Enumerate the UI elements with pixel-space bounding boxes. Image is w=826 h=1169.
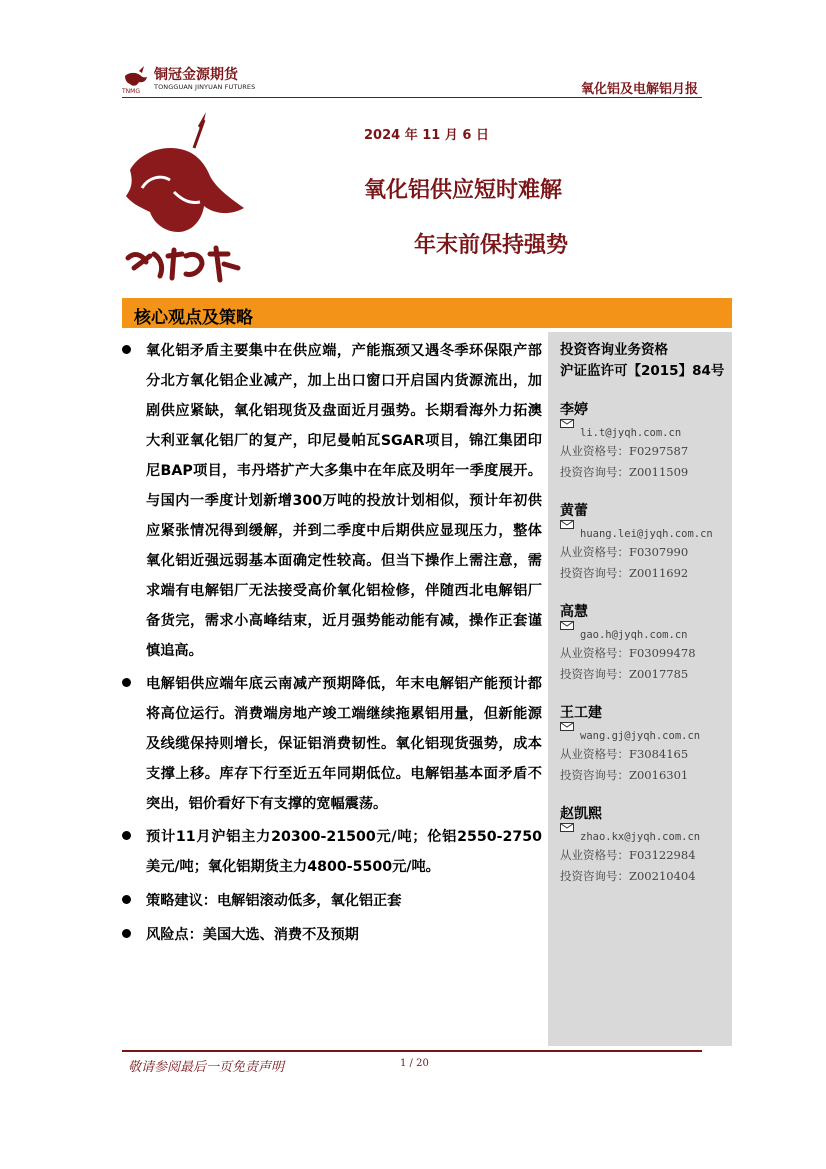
analyst-email-text: huang.lei@jyqh.com.cn: [580, 528, 713, 540]
mail-icon: [560, 520, 574, 529]
list-item: [122, 669, 542, 819]
bullet-icon: [122, 895, 131, 904]
analyst-practice-id: 从业资格号：F03122984: [560, 848, 696, 862]
analyst-consult-id: 投资咨询号：Z0011509: [560, 465, 689, 479]
bullet-text: 电解铝供应端年底云南减产预期降低，年末电解铝产能预计都将高位运行。消费端房地产竣工端继续拖累铝用量，但新能源及线缆保持则增长，保证铝消费韧性。氧化铝现货强势，成本支撑上移。库存下行至近五年同期低位。电解铝基本面矛盾不突出，铝价看好下有支撑的宽幅震荡。: [146, 676, 542, 812]
bullet-text: 预计11月沪铝主力20300-21500元/吨；伦铝2550-2750美元/吨；氧化铝期货主力4800-5500元/吨。: [146, 829, 542, 875]
analyst-consult-id: 投资咨询号：Z00210404: [560, 869, 696, 883]
bullet-icon: [122, 678, 131, 687]
analyst-email[interactable]: [560, 627, 728, 643]
analyst-card: [560, 703, 728, 786]
analyst-email[interactable]: [560, 728, 728, 744]
company-name-cn: 铜冠金源期货: [154, 67, 238, 83]
report-title-line1: 氧化铝供应短时难解: [364, 178, 563, 203]
qualification-line1: 投资咨询业务资格: [560, 342, 668, 358]
footer-disclaimer: 敬请参阅最后一页免责声明: [128, 1060, 285, 1075]
list-item: [122, 886, 542, 916]
analyst-card: [560, 602, 728, 685]
analyst-email-text: wang.gj@jyqh.com.cn: [580, 730, 701, 742]
analyst-consult-id: 投资咨询号：Z0011692: [560, 566, 689, 580]
analyst-practice-id: 从业资格号：F0297587: [560, 444, 689, 458]
analyst-name: 王工建: [560, 705, 602, 721]
list-item: [122, 822, 542, 882]
analyst-email-text: gao.h@jyqh.com.cn: [580, 629, 688, 641]
analyst-card: [560, 804, 728, 887]
core-views-list: [122, 336, 542, 950]
company-logo: [122, 64, 272, 98]
bullet-icon: [122, 831, 131, 840]
analyst-email[interactable]: [560, 829, 728, 845]
analyst-name: 高慧: [560, 604, 588, 620]
analyst-name: 赵凯熙: [560, 806, 602, 822]
analyst-practice-id: 从业资格号：F0307990: [560, 545, 689, 559]
company-abbr: TNMG: [122, 88, 140, 95]
analyst-card: [560, 400, 728, 483]
report-date: 2024 年 11 月 6 日: [364, 128, 489, 143]
bullet-text: 风险点：美国大选、消费不及预期: [146, 927, 359, 943]
analyst-consult-id: 投资咨询号：Z0016301: [560, 768, 689, 782]
list-item: [122, 920, 542, 950]
analyst-email[interactable]: [560, 526, 728, 542]
analyst-card: [560, 501, 728, 584]
report-title-line2: 年末前保持强势: [414, 233, 569, 258]
bullet-icon: [122, 929, 131, 938]
header-divider: [122, 97, 702, 98]
section-title: 核心观点及策略: [134, 308, 253, 328]
analyst-email-text: zhao.kx@jyqh.com.cn: [580, 831, 701, 843]
mail-icon: [560, 722, 574, 731]
footer-divider: [122, 1050, 702, 1052]
bullet-icon: [122, 345, 131, 354]
page-number: 1 / 20: [400, 1058, 429, 1069]
analyst-practice-id: 从业资格号：F03099478: [560, 646, 696, 660]
list-item: [122, 336, 542, 666]
mail-icon: [560, 419, 574, 428]
analyst-email[interactable]: [560, 425, 728, 441]
bullet-text: 氧化铝矛盾主要集中在供应端，产能瓶颈又遇冬季环保限产部分北方氧化铝企业减产，加上出口窗口开启国内货源流出，加剧供应紧缺，氧化铝现货及盘面近月强势。长期看海外力拓澳大利亚氧化铝厂的复产，印尼曼帕瓦SGAR项目，锦江集团印尼BAP项目，韦丹塔扩产大多集中在年底及明年一季度展开。与国内一季度计划新增300万吨的投放计划相似，预计年初供应紧张情况得到缓解，并到二季度中后期供应显现压力，整体氧化铝近强远弱基本面确定性较高。但当下操作上需注意，需求端有电解铝厂无法接受高价氧化铝检修，伴随西北电解铝厂备货完，需求小高峰结束，近月强势能动能有减，操作正套谨慎追高。: [146, 343, 542, 659]
bullet-text: 策略建议：电解铝滚动低多，氧化铝正套: [146, 893, 402, 909]
analyst-consult-id: 投资咨询号：Z0017785: [560, 667, 689, 681]
report-type: 氧化铝及电解铝月报: [580, 82, 698, 97]
qualification-line2: 沪证监许可【2015】84号: [560, 363, 725, 379]
analyst-sidebar: [548, 332, 732, 1046]
company-name-en: TONGGUAN JINYUAN FUTURES: [154, 83, 256, 91]
analyst-name: 黄蕾: [560, 503, 588, 519]
analyst-email-text: li.t@jyqh.com.cn: [580, 427, 682, 439]
mail-icon: [560, 823, 574, 832]
analyst-name: 李婷: [560, 402, 588, 418]
cover-emblem-icon: [120, 108, 250, 288]
mail-icon: [560, 621, 574, 630]
analyst-practice-id: 从业资格号：F3084165: [560, 747, 689, 761]
